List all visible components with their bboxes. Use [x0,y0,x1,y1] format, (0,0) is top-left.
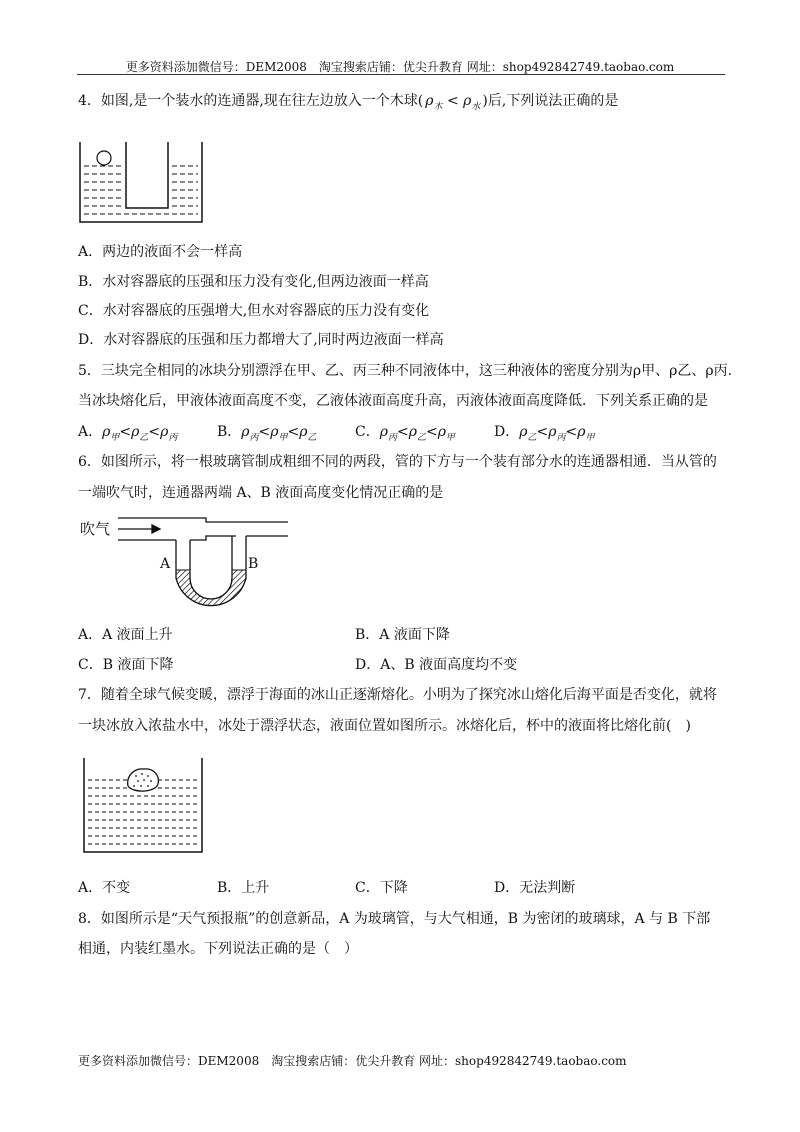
q5-stem-line2: 当冰块熔化后，甲液体液面高度不变，乙液体液面高度升高，丙液体液面高度降低．下列关系正确的是 [78,393,708,409]
q7-option-a: A．不变 [78,880,131,896]
q5-option-c-label: C． [355,424,380,440]
q6-tube-figure [78,508,293,620]
q4-stem-after: )后,下列说法正确的是 [482,93,619,109]
q6-stem-line2: 一端吹气时，连通器两端 A、B 液面高度变化情况正确的是 [78,485,444,501]
q5-option-b-label: B． [217,424,242,440]
q4-option-d: D．水对容器底的压强和压力都增大了,同时两边液面一样高 [78,332,444,348]
less-than: < [446,93,459,109]
q7-beaker-figure [80,756,206,856]
q5-option-d-label: D． [494,424,520,440]
q4-option-c: C．水对容器底的压强增大,但水对容器底的压力没有变化 [78,303,430,319]
q7-option-d: D．无法判断 [494,880,576,896]
q7-stem-line2: 一块冰放入浓盐水中，冰处于漂浮状态，液面位置如图所示。冰熔化后，杯中的液面将比熔化前( ) [78,718,691,734]
page-footer: 更多资料添加微信号：DEM2008 淘宝搜索店铺：优尖升教育 网址：shop492842749.taobao.com [78,1054,627,1068]
q4-density-formula [423,92,482,116]
q8-stem-line2: 相通，内装红墨水。下列说法正确的是（ ） [78,941,358,957]
q6-blow-label: 吹气 [80,520,111,538]
page-header: 更多资料添加微信号：DEM2008 淘宝搜索店铺：优尖升教育 网址：shop492842749.taobao.com [125,60,675,74]
q6-water-fill [176,570,246,606]
header-divider [77,74,725,75]
q5-stem-line1: 5．三块完全相同的冰块分别漂浮在甲、乙、丙三种不同液体中，这三种液体的密度分别为ρ甲、ρ乙、ρ丙. [78,363,733,379]
q6-option-b: B．A 液面下降 [355,627,450,643]
q5-option-d: D．$\rho_乙<\rho_丙<\rho_甲$ [494,424,595,443]
rho-water: ρ [463,93,472,109]
q4-option-b: B．水对容器底的压强和压力没有变化,但两边液面一样高 [78,274,429,290]
sub-water: 水 [471,101,481,112]
q6-option-d: D．A、B 液面高度均不变 [355,657,518,673]
wood-ball [97,151,111,165]
q5-option-b: B．$\rho_丙<\rho_甲<\rho_乙$ [217,424,317,443]
q6-label-b: B [248,556,259,572]
q7-option-c: C．下降 [355,880,408,896]
q6-option-a: A．A 液面上升 [78,627,173,643]
q4-option-a: A．两边的液面不会一样高 [78,244,243,260]
q5-option-a-label: A． [78,424,103,440]
q4-connected-vessel-figure [78,140,208,226]
q5-option-c: C．$\rho_丙<\rho_乙<\rho_甲$ [355,424,455,443]
ice-block [128,769,159,791]
q7-stem-line1: 7．随着全球气候变暖，漂浮于海面的冰山正逐渐熔化。小明为了探究冰山熔化后海平面是否变化，就将 [78,687,717,703]
q4-stem-before: 4．如图,是一个装水的连通器,现在往左边放入一个木球( [78,93,424,109]
q4-stem [78,92,618,116]
rho-wood: ρ [425,93,434,109]
q8-stem-line1: 8．如图所示是“天气预报瓶”的创意新品，A 为玻璃管，与大气相通，B 为密闭的玻璃球，A 与 B 下部 [78,911,711,927]
q6-option-c: C．B 液面下降 [78,657,174,673]
q5-option-a: A．$\rho_甲<\rho_乙<\rho_丙$ [78,424,178,443]
q7-option-b: B．上升 [217,880,270,896]
sub-wood: 木 [433,101,443,112]
q6-stem-line1: 6．如图所示，将一根玻璃管制成粗细不同的两段，管的下方与一个装有部分水的连通器相通．当从管的 [78,454,717,470]
q6-label-a: A [160,556,171,572]
